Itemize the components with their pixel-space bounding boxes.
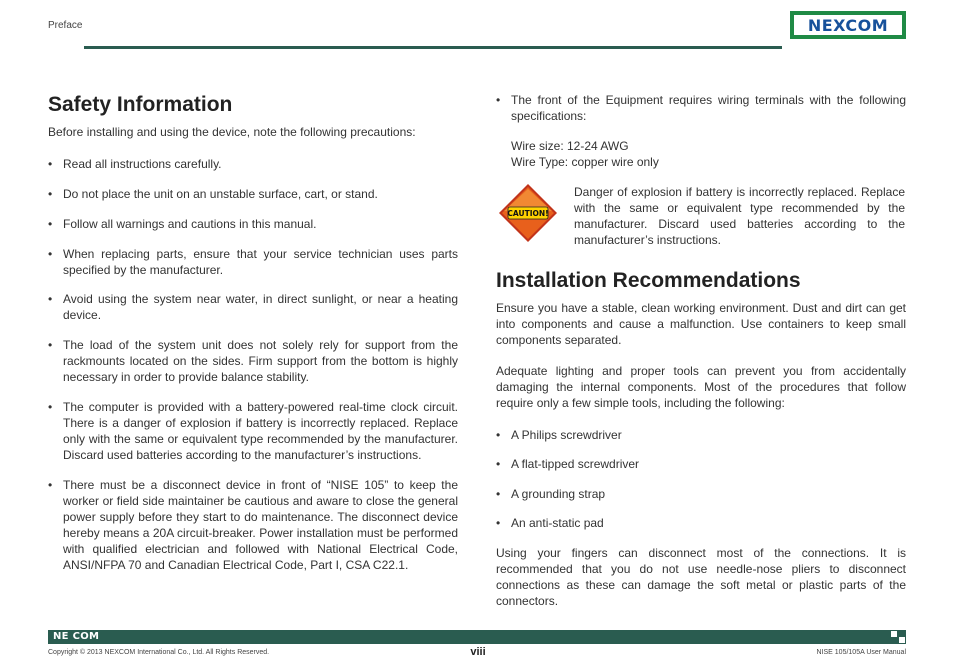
- list-item: • When replacing parts, ensure that your service technician uses parts specified by the manufacturer.: [48, 246, 458, 278]
- list-item: • The front of the Equipment requires wiring terminals with the following specifications:: [496, 92, 906, 124]
- manual-name: NISE 105/105A User Manual: [816, 649, 906, 656]
- caution-label: CAUTION!: [507, 209, 549, 218]
- footer-squares-icon: [890, 630, 906, 644]
- list-item: • Read all instructions carefully.: [48, 156, 458, 172]
- safety-intro: Before installing and using the device, note the following precautions:: [48, 125, 416, 139]
- list-item: • The computer is provided with a battery-powered real-time clock circuit. There is a danger of explosion if battery is incorrectly replaced. Replace only with the same or equivalent type recommended by the manufacturer. Discard used batteries according to the manufacturer’s instructions.: [48, 399, 458, 463]
- nexcom-logo: [790, 11, 906, 39]
- right-column: [496, 92, 906, 609]
- list-item: • Do not place the unit on an unstable surface, cart, or stand.: [48, 186, 458, 202]
- list-item: • The load of the system unit does not solely rely for support from the rackmounts located on the sides. Firm support from the bottom is highly necessary in order to provide balance stability.: [48, 337, 458, 385]
- list-item: • A Philips screwdriver: [496, 427, 906, 443]
- page-number: viii: [470, 646, 486, 658]
- safety-title: Safety Information: [48, 93, 233, 116]
- list-item: • Follow all warnings and cautions in this manual.: [48, 216, 458, 232]
- footer-logo: NE COM: [53, 631, 100, 642]
- list-item: • There must be a disconnect device in front of “NISE 105” to keep the worker or field side maintainer be cautious and aware to close the general power supply before they start to do maintenance. The disconnect device hereby means a 20A circuit-breaker. Power installation must be performed with qualified electrician and followed with National Electrical Code, ANSI/NFPA 70 and Canadian Electrical Code, Part I, CSA C22.1.: [48, 477, 458, 573]
- logo-text: NEXCOM: [807, 16, 889, 35]
- wiring-list: [496, 92, 906, 124]
- wire-type: Wire Type: copper wire only: [511, 155, 659, 169]
- install-para-1: Ensure you have a stable, clean working environment. Dust and dirt can get into components and cause a malfunction. Use containers to keep small components separated.: [496, 301, 906, 347]
- caution-text: Danger of explosion if battery is incorrectly replaced. Replace with the same or equivalent type recommended by the manufacturer. Discard used batteries according to the manufacturer’s instructions.: [574, 185, 905, 247]
- header-rule: [84, 46, 782, 49]
- section-label: Preface: [48, 20, 83, 31]
- footer-bar: [48, 630, 906, 644]
- tools-list: [496, 427, 906, 531]
- list-item: • A grounding strap: [496, 486, 906, 502]
- left-column: [48, 92, 458, 573]
- caution-icon: [498, 183, 558, 243]
- caution-block: [496, 184, 906, 250]
- list-item: • Avoid using the system near water, in direct sunlight, or near a heating device.: [48, 291, 458, 323]
- wire-size: Wire size: 12-24 AWG: [511, 139, 629, 153]
- install-para-2: Adequate lighting and proper tools can prevent you from accidentally damaging the internal components. Most of the procedures that follow require only a few simple tools, including the following:: [496, 364, 906, 410]
- safety-list: [48, 156, 458, 573]
- install-para-3: Using your fingers can disconnect most of the connections. It is recommended that you do not use needle-nose pliers to disconnect connections as these can damage the soft metal or plastic parts of the connectors.: [496, 546, 906, 608]
- list-item: • An anti-static pad: [496, 515, 906, 531]
- list-item: • A flat-tipped screwdriver: [496, 456, 906, 472]
- copyright-text: Copyright © 2013 NEXCOM International Co., Ltd. All Rights Reserved.: [48, 649, 270, 656]
- installation-title: Installation Recommendations: [496, 269, 801, 292]
